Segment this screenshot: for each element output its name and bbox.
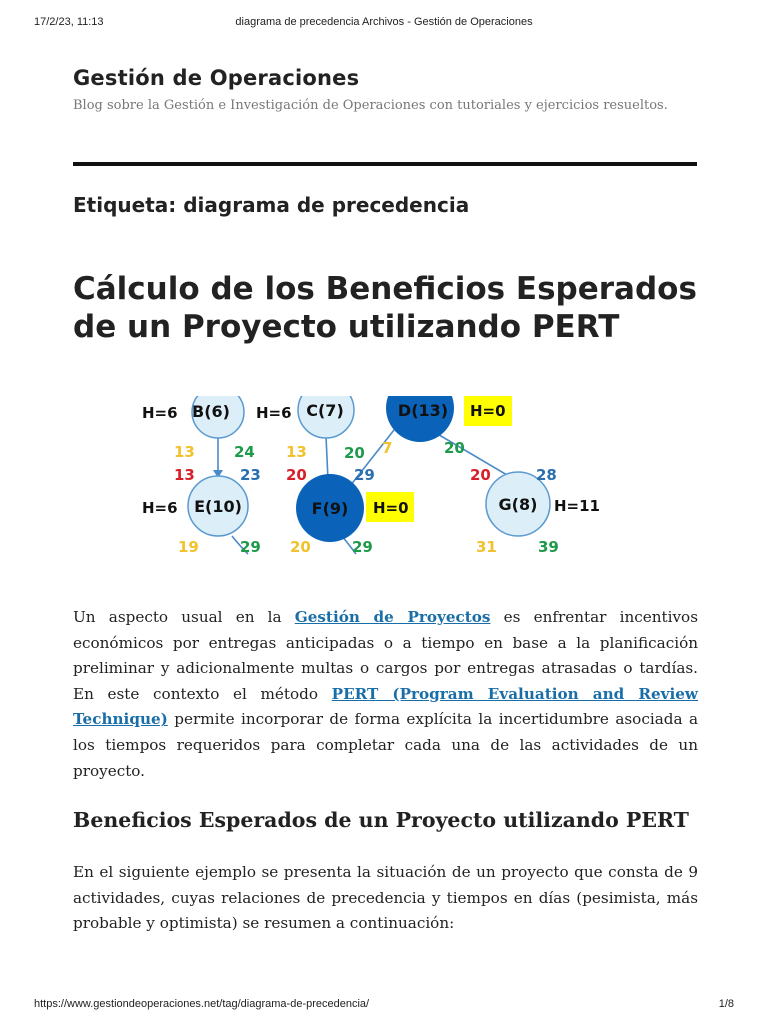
node-d-ls: 7 (382, 439, 393, 457)
intro-text-1: Un aspecto usual en la (73, 608, 295, 626)
node-e-label: E(10) (194, 497, 242, 516)
section-title: Beneficios Esperados de un Proyecto utilizando PERT (73, 808, 689, 832)
node-g-ef: 28 (536, 466, 557, 484)
node-g-slack: H=11 (554, 497, 600, 515)
print-timestamp: 17/2/23, 11:13 (34, 16, 104, 28)
node-c-es: 13 (286, 443, 307, 461)
node-g-ls: 31 (476, 538, 497, 556)
print-page-number: 1/8 (718, 998, 734, 1010)
node-d-slack: H=0 (470, 402, 506, 420)
node-d-ef: 20 (444, 439, 465, 457)
link-pert[interactable]: PERT (Program Evaluation and Review Technique) (73, 684, 698, 729)
site-description: Blog sobre la Gestión e Investigación de Operaciones con tutoriales y ejercicios resueltos. (73, 98, 668, 113)
node-c-label: C(7) (306, 401, 344, 420)
header-divider (73, 162, 697, 166)
link-gestion-de-proyectos[interactable]: Gestión de Proyectos (294, 608, 491, 626)
node-e-slack: H=6 (142, 499, 178, 517)
intro-text-2: es enfrentar incentivos económicos por entregas anticipadas o a tiempo en base a la planificación preliminar y adicionalmente multas o cargos por entregas atrasadas o tardías. En este contexto el método (73, 608, 698, 703)
node-g-lf: 39 (538, 538, 559, 556)
node-c-lf: 29 (354, 466, 375, 484)
node-f-label: F(9) (311, 499, 349, 518)
node-g-label: G(8) (498, 495, 538, 514)
node-f-slack: H=0 (373, 499, 409, 517)
site-title[interactable]: Gestión de Operaciones (73, 66, 360, 90)
node-f-es: 20 (290, 538, 311, 556)
pert-diagram-image (136, 396, 616, 562)
node-b-slack: H=6 (142, 404, 178, 422)
node-e-es: 19 (178, 538, 199, 556)
tag-title: Etiqueta: diagrama de precedencia (73, 193, 470, 217)
print-page-title: diagrama de precedencia Archivos - Gestión de Operaciones (235, 16, 533, 28)
print-url: https://www.gestiondeoperaciones.net/tag/diagrama-de-precedencia/ (34, 998, 370, 1010)
intro-paragraph (73, 605, 698, 784)
node-f-ef: 29 (352, 538, 373, 556)
post-title[interactable]: Cálculo de los Beneficios Esperados de un Proyecto utilizando PERT (73, 271, 697, 345)
node-b-es: 13 (174, 443, 195, 461)
node-d-label: D(13) (397, 401, 449, 420)
node-g-es: 20 (470, 466, 491, 484)
node-b-label: B(6) (192, 402, 230, 421)
section-paragraph: En el siguiente ejemplo se presenta la situación de un proyecto que consta de 9 actividades, cuyas relaciones de precedencia y tiempos en días (pesimista, más probable y optimista) se resumen a continuación: (73, 863, 698, 933)
node-e-ef: 29 (240, 538, 261, 556)
edge-c-f (326, 436, 328, 480)
node-b-ef: 24 (234, 443, 255, 461)
node-b-lf: 23 (240, 466, 261, 484)
node-c-slack: H=6 (256, 404, 292, 422)
node-c-ls: 20 (286, 466, 307, 484)
intro-text-3: permite incorporar de forma explícita la incertidumbre asociada a los tiempos requeridos para completar cada una de las actividades de un proyecto. (73, 710, 698, 780)
node-b-ls: 13 (174, 466, 195, 484)
node-c-ef: 20 (344, 444, 365, 462)
